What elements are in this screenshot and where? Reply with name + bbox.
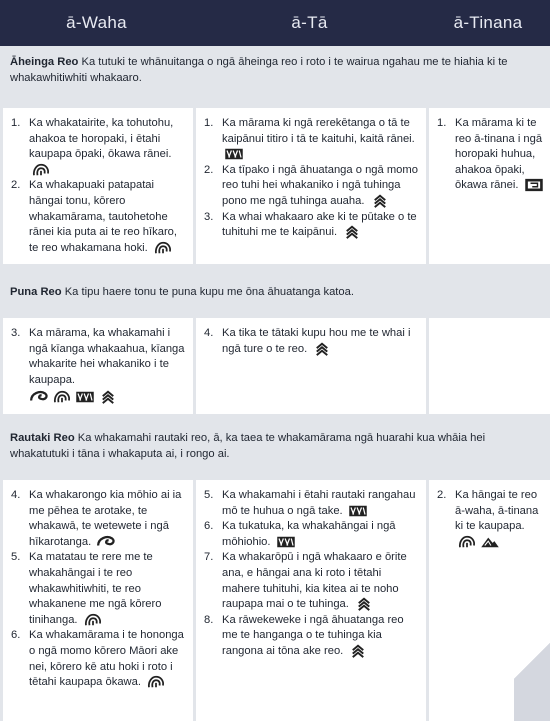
weave-icon [276,535,296,549]
item-number: 5. [11,551,21,564]
list-item [204,116,420,163]
item-text [222,116,420,163]
ear-icon [457,535,477,549]
cell-ta [196,318,426,414]
icon-group [276,535,296,549]
item-text [29,326,187,404]
weave-icon [75,390,95,404]
item-number: 7. [204,551,214,564]
item-list [11,326,187,404]
section-description: Ka tipu haere tonu te puna kupu me ōna āhuatanga katoa. [61,286,354,298]
item-text-content: Ka matatau te rere me te whakahāngai i te reo whakawhitiwhiti, te reo whakanene me ngā kōrero tinihanga. [29,551,162,626]
item-text-content: Ka tika te tātaki kupu hou me te whai i ngā ture o te reo. [222,327,411,355]
cell-waha [3,318,193,414]
item-number: 3. [11,327,21,339]
item-number: 5. [204,489,214,501]
section-title: Puna Reo [10,286,62,298]
item-text-content: Ka whakapuaki patapatai hāngai tonu, kōrero whakamārama, tautohetohe rānei kia puta ai te reo hīkaro, te reo whakamana hoki. [29,179,178,254]
section-row-puna [0,318,550,414]
column-header-bar [0,0,550,46]
list-item [204,326,420,357]
list-item [204,210,420,241]
section-description: Ka whakamahi rautaki reo, ā, ka taea te whakamārama ngā huarahi kua whāia hei whakatutuki i tāna i whakaputa ai, i rongo ai. [10,432,486,460]
cell-waha [3,480,193,721]
item-text [29,628,187,690]
column-header-tinana: ā-Tinana [453,13,523,32]
koru-icon [29,390,49,404]
item-number: 1. [11,117,21,129]
list-item [204,613,420,660]
item-text [222,550,420,612]
list-item [204,519,420,550]
cell-ta [196,108,426,264]
icon-group [312,342,332,356]
item-number: 2. [437,489,447,501]
icon-group [29,390,187,404]
item-text [222,163,420,210]
item-text-content: Ka whakamahi i ētahi rautaki rangahau mō te huhua o ngā take. [222,489,416,517]
icon-group [370,194,390,208]
item-text [29,488,187,550]
weave-icon [348,504,368,518]
item-text-content: Ka whai whakaaro ake ki te pūtake o te tuhituhi me te kaipānui. [222,210,417,239]
item-text-content: Ka rāwekeweke i ngā āhuatanga reo me te hanganga o te tuhinga kia rangona ai tōna ake reo. [222,613,404,657]
chevron-stack-icon [348,644,368,658]
section-row-rautaki [0,480,550,721]
icon-group [146,675,166,689]
list-item [11,488,187,550]
cell-waha [3,108,193,264]
cell-tinana [429,108,550,264]
section-band-puna [0,264,550,318]
section-title: Rautaki Reo [10,432,75,444]
item-text-content: Ka mārama, ka whakamahi i ngā kīanga whakaahua, kīanga whakarite hei whakaniko i te kaupapa. [29,327,185,386]
item-list [11,488,187,691]
icon-group [457,535,500,549]
chevron-stack-icon [312,342,332,356]
list-item [11,550,187,628]
chevron-stack-icon [370,194,390,208]
weave-icon [224,147,244,161]
column-header-ta: ā-Tā [291,13,328,32]
item-text-content: Ka whakatairite, ka tohutohu, ahakoa te horopaki, i ētahi kaupapa ōpaki, ōkawa rānei. [29,117,174,161]
icon-group [224,147,244,161]
item-text [29,178,187,256]
section-band-aheinga [0,46,550,108]
koru-icon [96,535,116,549]
item-list [204,488,420,660]
icon-group [83,613,103,627]
cell-tinana [429,318,550,414]
item-text [222,488,420,519]
ear-icon [31,163,51,177]
item-text-content: Ka tukatuka, ka whakahāngai i ngā mōhiohio. [222,520,396,548]
item-number: 1. [437,117,447,129]
chevron-stack-icon [342,225,362,239]
item-number: 4. [204,327,214,339]
item-number: 6. [11,629,21,642]
chevron-stack-icon [98,390,118,404]
cell-ta [196,480,426,721]
section-row-aheinga [0,108,550,264]
section-title: Āheinga Reo [10,56,79,68]
item-text-content: Ka mārama ki te reo ā-tinana i ngā horopaki huhua, ahakoa ōpaki, ōkawa rānei. [455,117,543,192]
icon-group [96,535,116,549]
list-item [437,116,544,194]
item-text-content: Ka mārama ki ngā rerekētanga o tā te kaipānui titiro i tā te kaituhi, kaitā rānei. [222,117,415,145]
list-item [204,550,420,612]
corner-decoration [514,601,550,721]
section-band-rautaki [0,414,550,480]
item-text [222,326,420,357]
list-item [11,116,187,178]
item-number: 1. [204,117,214,129]
item-list [437,116,544,194]
icon-group [348,504,368,518]
ear-icon [52,390,72,404]
list-item [204,163,420,210]
item-list [204,116,420,241]
item-list [204,326,420,357]
item-list [11,116,187,256]
item-text-content: Ka whakamārama i te hononga o ngā momo kōrero Māori ake nei, kōrero kē atu hoki i roto i tētahi kaupapa ōkawa. [29,629,184,689]
chevron-stack-icon [354,597,374,611]
item-text-content: Ka hāngai te reo ā-waha, ā-tinana ki te kaupapa. [455,489,539,533]
icon-group [153,241,173,255]
item-number: 2. [11,179,21,192]
item-text-content: Ka whakarōpū i ngā whakaaro e ōrite ana, e hāngai ana ki roto i tētahi mahere tuhituhi, kia kitea ai te noho raupapa mai o te tuhinga. [222,551,407,611]
section-description: Ka tutuki te whānuitanga o ngā āheinga reo i roto i te wairua ngahau me te hiahia ki te whakawhitiwhiti whakaaro. [10,56,508,84]
ear-icon [83,613,103,627]
item-text [222,210,420,241]
item-text [29,116,187,178]
icon-group [524,178,544,192]
item-number: 6. [204,520,214,533]
item-list [437,488,544,550]
cell-tinana [429,480,550,721]
list-item [11,628,187,690]
ear-icon [146,675,166,689]
item-text [455,488,544,550]
item-text [455,116,544,194]
column-header-waha: ā-Waha [66,13,127,32]
item-number: 2. [204,163,214,176]
list-item [11,326,187,404]
list-item [204,488,420,519]
mountain-icon [480,535,500,549]
item-number: 3. [204,210,214,223]
item-text [29,550,187,628]
item-number: 8. [204,613,214,626]
list-item [437,488,544,550]
item-text [222,519,420,550]
icon-group [31,163,51,177]
item-text [222,613,420,660]
icon-group [354,597,374,611]
item-number: 4. [11,489,21,501]
list-item [11,178,187,256]
item-text-content: Ka tīpako i ngā āhuatanga o ngā momo reo tuhi hei whakaniko i ngā tuhinga pono me ngā tuhinga auaha. [222,163,418,207]
icon-group [342,225,362,239]
frame-icon [524,178,544,192]
icon-group [348,644,368,658]
item-text-content: Ka whakarongo kia mōhio ai ia me pēhea te arotake, te whakawā, te wetewete i ngā hīkarotanga. [29,489,182,548]
ear-icon [153,241,173,255]
